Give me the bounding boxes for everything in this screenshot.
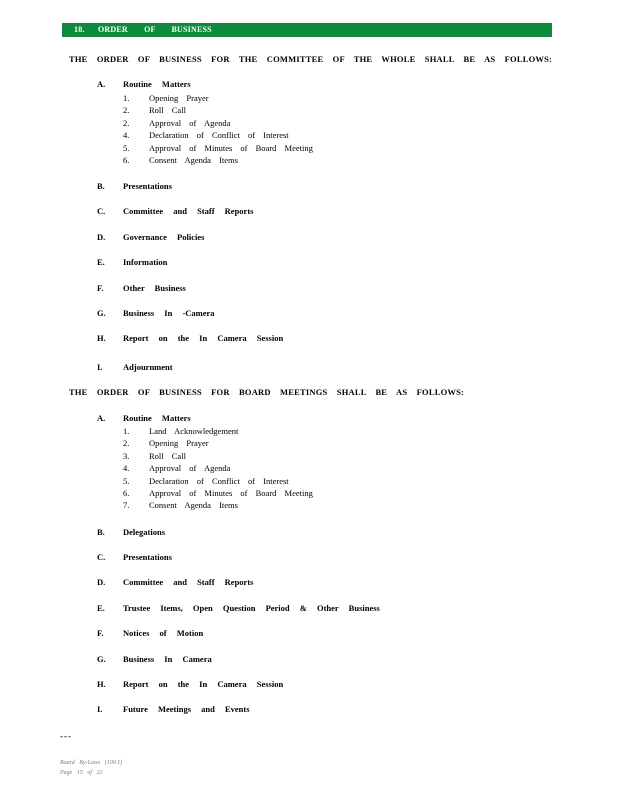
item-letter: C. [97, 206, 106, 216]
footer-page-number: Page 15 of 22 [60, 770, 103, 776]
list-item-text: Opening Prayer [149, 93, 209, 103]
footer-separator: --- [60, 731, 72, 741]
item-label: Report on the In Camera Session [123, 679, 284, 689]
list-item-text: Approval of Minutes of Board Meeting [149, 142, 313, 153]
item-label: Routine Matters [123, 413, 191, 423]
item-label: Committee and Staff Reports [123, 206, 254, 216]
list-item-number: 7. [123, 500, 130, 511]
list-item-text: Roll Call [149, 450, 186, 461]
list-item-text: Consent Agenda Items [149, 500, 238, 511]
list-item-number: 2. [123, 117, 130, 128]
item-letter: D. [97, 577, 106, 587]
item-letter: D. [97, 232, 106, 242]
item-letter: I. [97, 362, 103, 372]
section-title: ORDER OF BUSINESS [98, 25, 212, 34]
item-label: Presentations [123, 552, 172, 562]
list-item-number: 4. [123, 463, 130, 474]
item-label: Presentations [123, 181, 172, 191]
item-letter: F. [97, 628, 104, 638]
item-letter: G. [97, 308, 106, 318]
section-banner [62, 23, 552, 37]
item-letter: F. [97, 283, 104, 293]
committee-heading: THE ORDER OF BUSINESS FOR THE COMMITTEE OF THE WHOLE SHALL BE AS FOLLOWS: [69, 54, 553, 64]
board-heading: THE ORDER OF BUSINESS FOR BOARD MEETINGS SHALL BE AS FOLLOWS: [69, 387, 465, 397]
list-item-number: 2. [123, 438, 130, 449]
item-letter: E. [97, 257, 105, 267]
item-label: Governance Policies [123, 232, 205, 242]
list-item-text: Declaration of Conflict of Interest [149, 475, 289, 486]
item-label: Trustee Items, Open Question Period & Other Business [123, 603, 380, 613]
list-item-number: 1. [123, 93, 130, 103]
item-letter: A. [97, 413, 106, 423]
item-letter: E. [97, 603, 105, 613]
item-label: Business In Camera [123, 654, 212, 664]
item-label: Committee and Staff Reports [123, 577, 254, 587]
list-item-number: 4. [123, 130, 130, 141]
list-item-text: Approval of Agenda [149, 463, 231, 474]
item-label: Future Meetings and Events [123, 704, 250, 714]
item-label: Adjournment [123, 362, 173, 372]
list-item-number: 6. [123, 487, 130, 498]
list-item-number: 2. [123, 105, 130, 116]
list-item-number: 6. [123, 154, 130, 165]
list-item-text: Land Acknowledgement [149, 426, 239, 436]
list-item-text: Opening Prayer [149, 438, 209, 449]
list-item-text: Declaration of Conflict of Interest [149, 130, 289, 141]
item-label: Notices of Motion [123, 628, 204, 638]
list-item-number: 5. [123, 475, 130, 486]
list-item-text: Approval of Minutes of Board Meeting [149, 487, 313, 498]
list-item-text: Consent Agenda Items [149, 154, 238, 165]
item-letter: I. [97, 704, 103, 714]
list-item-text: Approval of Agenda [149, 117, 231, 128]
item-label: Business In -Camera [123, 308, 215, 318]
section-number: 18. [74, 25, 85, 34]
item-label: Report on the In Camera Session [123, 333, 284, 343]
list-item-number: 1. [123, 426, 130, 436]
item-label: Other Business [123, 283, 186, 293]
list-item-number: 5. [123, 142, 130, 153]
footer-document-name: Board By-Laws (100.1) [60, 760, 123, 766]
item-letter: B. [97, 181, 105, 191]
item-letter: H. [97, 333, 106, 343]
item-label: Delegations [123, 527, 166, 537]
item-label: Routine Matters [123, 79, 191, 89]
list-item-number: 3. [123, 450, 130, 461]
list-item-text: Roll Call [149, 105, 186, 116]
item-label: Information [123, 257, 168, 267]
item-letter: B. [97, 527, 105, 537]
item-letter: G. [97, 654, 106, 664]
item-letter: C. [97, 552, 106, 562]
item-letter: A. [97, 79, 106, 89]
item-letter: H. [97, 679, 106, 689]
